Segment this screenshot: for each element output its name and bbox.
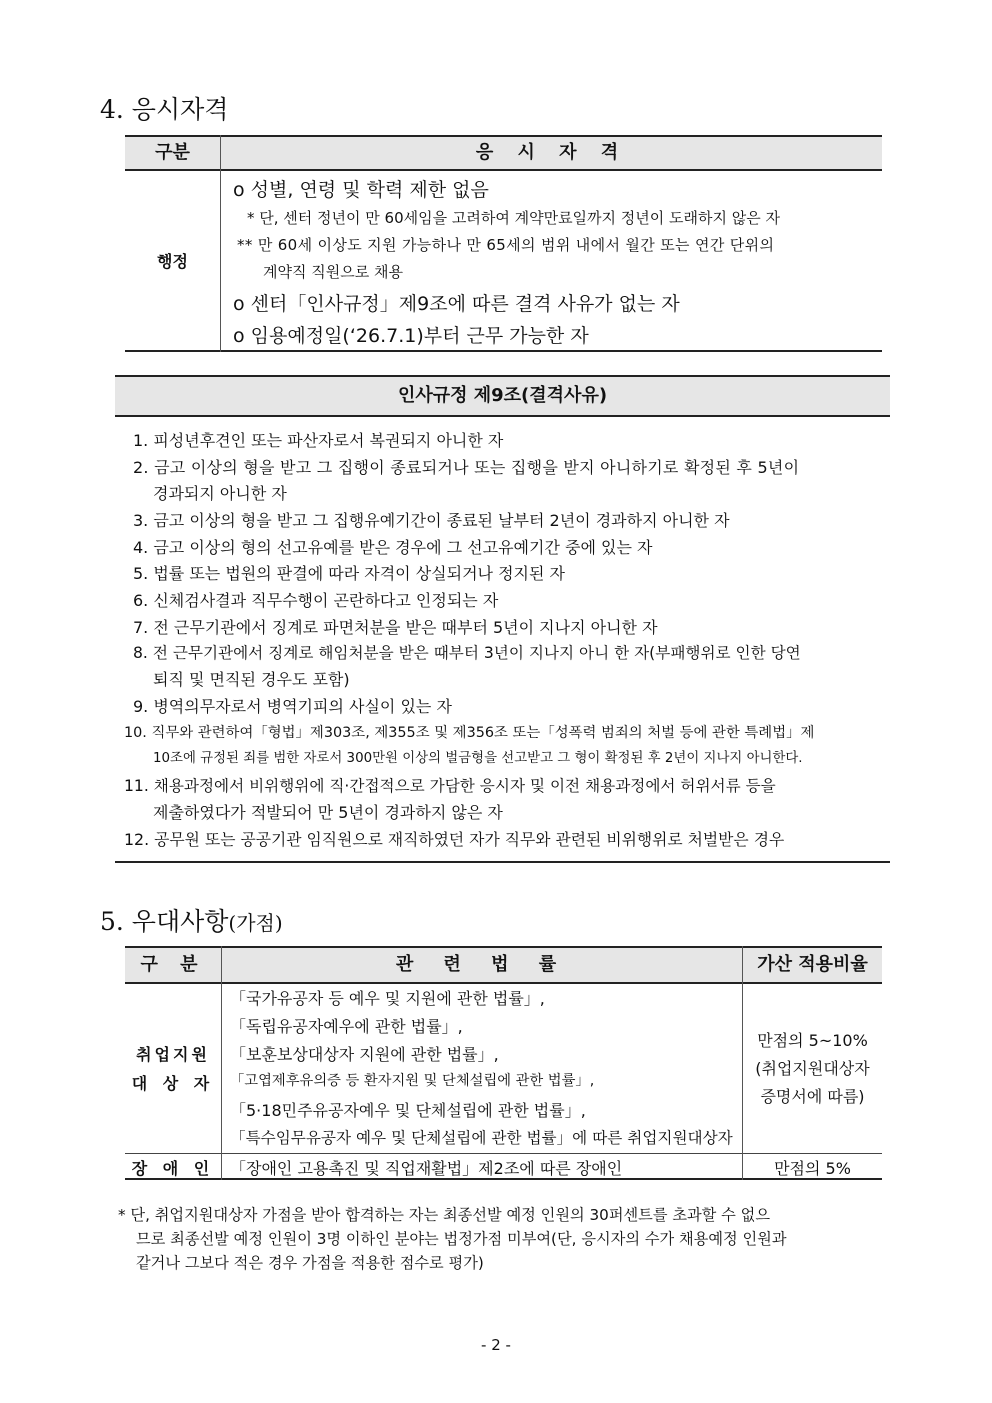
list-item: 7. 전 근무기관에서 징계로 파면처분을 받은 때부터 5년이 지나지 아니한 자 bbox=[133, 618, 658, 637]
rate-employment-support: 만점의 5~10% bbox=[757, 1031, 868, 1050]
list-item: 2. 금고 이상의 형을 받고 그 집행이 종료되거나 또는 집행을 받지 아니하기로 확정된 후 5년이 bbox=[133, 458, 800, 477]
table-header-rule bbox=[125, 169, 882, 171]
header-rate: 가산 적용비율 bbox=[757, 954, 868, 975]
list-item: 3. 금고 이상의 형을 받고 그 집행유예기간이 종료된 날부터 2년이 경과하지 아니한 자 bbox=[133, 511, 730, 530]
qualification-note: * 단, 센터 정년이 만 60세임을 고려하여 계약만료일까지 정년이 도래하지 않은 자 bbox=[247, 209, 780, 227]
law-item: 「장애인 고용촉진 및 직업재활법」제2조에 따른 장애인 bbox=[230, 1159, 623, 1178]
page-number: - 2 - bbox=[481, 1336, 511, 1354]
list-item: 11. 채용과정에서 비위행위에 직·간접적으로 가담한 응시자 및 이전 채용과정에서 허위서류 등을 bbox=[124, 777, 776, 795]
list-item: 4. 금고 이상의 형의 선고유예를 받은 경우에 그 선고유예기간 중에 있는 자 bbox=[133, 538, 653, 557]
list-item: 5. 법률 또는 법원의 판결에 따라 자격이 상실되거나 정지된 자 bbox=[133, 564, 565, 583]
header-category: 구분 bbox=[155, 142, 190, 163]
law-item: 「국가유공자 등 예우 및 지원에 관한 법률」, bbox=[230, 989, 545, 1008]
list-item: 10조에 규정된 죄를 범한 자로서 300만원 이상의 벌금형을 선고받고 그 형이 확정된 후 2년이 지나지 아니한다. bbox=[153, 751, 803, 766]
qualification-note: 계약직 직원으로 채용 bbox=[263, 263, 403, 281]
list-item: 1. 피성년후견인 또는 파산자로서 복권되지 아니한 자 bbox=[133, 431, 504, 450]
header-laws: 관 련 법 률 bbox=[395, 954, 569, 975]
law-item: 「독립유공자예우에 관한 법률」, bbox=[230, 1017, 463, 1036]
list-item: 10. 직무와 관련하여「형법」제303조, 제355조 및 제356조 또는「성폭력 범죄의 처벌 등에 관한 특례법」제 bbox=[124, 725, 815, 741]
rate-employment-support: (취업지원대상자 bbox=[755, 1059, 870, 1078]
qualification-line: o 임용예정일(‘26.7.1)부터 근무 가능한 자 bbox=[233, 325, 589, 347]
rate-disabled: 만점의 5% bbox=[774, 1159, 851, 1178]
preference-table bbox=[125, 946, 882, 1180]
law-item: 「5·18민주유공자예우 및 단체설립에 관한 법률」, bbox=[230, 1101, 586, 1120]
footnote-line: 같거나 그보다 적은 경우 가점을 적용한 점수로 평가) bbox=[136, 1254, 484, 1272]
box-header-rule bbox=[115, 415, 890, 417]
section-5-title-main: 5. 우대사항 bbox=[100, 907, 229, 936]
list-item: 경과되지 아니한 자 bbox=[153, 484, 287, 503]
disqualification-box bbox=[115, 375, 890, 863]
list-item: 6. 신체검사결과 직무수행이 곤란하다고 인정되는 자 bbox=[133, 591, 499, 610]
rate-employment-support: 증명서에 따름) bbox=[760, 1087, 865, 1106]
table-bottom-rule bbox=[125, 350, 882, 352]
category-disabled: 장 애 인 bbox=[131, 1159, 215, 1178]
disqualification-title: 인사규정 제9조(결격사유) bbox=[397, 385, 608, 406]
qualification-note: ** 만 60세 이상도 지원 가능하나 만 65세의 범위 내에서 월간 또는 연간 단위의 bbox=[237, 236, 775, 254]
list-item: 제출하였다가 적발되어 만 5년이 경과하지 않은 자 bbox=[153, 803, 503, 822]
section-5-title bbox=[100, 902, 283, 938]
section-5-title-sub: (가점) bbox=[228, 911, 283, 935]
list-item: 12. 공무원 또는 공공기관 임직원으로 재직하였던 자가 직무와 관련된 비위행위로 처벌받은 경우 bbox=[124, 830, 785, 849]
qualification-table bbox=[125, 135, 882, 352]
category-employment-support: 취업지원 bbox=[136, 1045, 210, 1064]
category-employment-support: 대 상 자 bbox=[131, 1074, 215, 1093]
category-admin: 행정 bbox=[157, 252, 188, 271]
list-item: 퇴직 및 면직된 경우도 포함) bbox=[153, 670, 350, 689]
law-item: 「고엽제후유의증 등 환자지원 및 단체설립에 관한 법률」, bbox=[230, 1073, 595, 1089]
header-category: 구 분 bbox=[140, 954, 206, 975]
box-bottom-rule bbox=[115, 861, 890, 863]
qualification-line: o 성별, 연령 및 학력 제한 없음 bbox=[233, 179, 489, 201]
law-item: 「보훈보상대상자 지원에 관한 법률」, bbox=[230, 1045, 499, 1064]
header-qualification: 응 시 자 격 bbox=[475, 142, 628, 163]
footnote-line: * 단, 취업지원대상자 가점을 받아 합격하는 자는 최종선발 예정 인원의 30퍼센트를 초과할 수 없으 bbox=[118, 1206, 771, 1224]
qualification-line: o 센터「인사규정」제9조에 따른 결격 사유가 없는 자 bbox=[233, 293, 680, 315]
list-item: 8. 전 근무기관에서 징계로 해임처분을 받은 때부터 3년이 지나지 아니 한 자(부패행위로 인한 당연 bbox=[133, 644, 801, 662]
law-item: 「특수임무유공자 예우 및 단체설립에 관한 법률」에 따른 취업지원대상자 bbox=[230, 1129, 733, 1147]
table-header-rule bbox=[125, 982, 882, 984]
table-row-divider bbox=[125, 1153, 882, 1154]
footnote-line: 므로 최종선발 예정 인원이 3명 이하인 분야는 법정가점 미부여(단, 응시자의 수가 채용예정 인원과 bbox=[136, 1230, 787, 1248]
list-item: 9. 병역의무자로서 병역기피의 사실이 있는 자 bbox=[133, 697, 452, 716]
section-4-title: 4. 응시자격 bbox=[100, 95, 229, 124]
